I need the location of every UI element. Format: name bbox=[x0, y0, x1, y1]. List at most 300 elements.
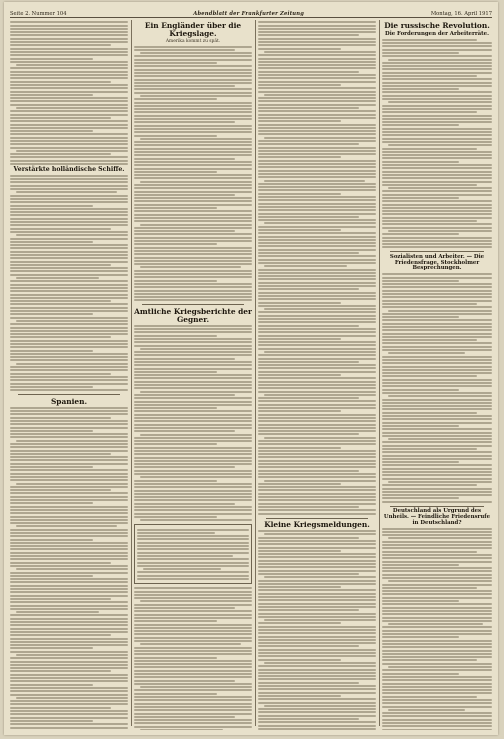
text-line bbox=[388, 187, 492, 189]
text-line bbox=[134, 466, 235, 468]
text-line bbox=[10, 473, 128, 475]
text-line bbox=[382, 640, 492, 642]
text-line bbox=[382, 491, 492, 493]
column-rule bbox=[131, 20, 132, 726]
text-line bbox=[258, 642, 376, 644]
text-line bbox=[134, 88, 252, 90]
text-line bbox=[258, 387, 376, 389]
text-line bbox=[258, 556, 376, 558]
text-line bbox=[258, 563, 376, 565]
text-line bbox=[382, 650, 492, 652]
text-line bbox=[258, 596, 376, 598]
text-line bbox=[10, 687, 128, 689]
text-line bbox=[264, 137, 376, 139]
text-line bbox=[258, 669, 376, 671]
text-line bbox=[10, 175, 128, 177]
text-line bbox=[10, 323, 128, 325]
text-line bbox=[10, 143, 128, 145]
text-line bbox=[10, 114, 128, 116]
text-line bbox=[134, 111, 252, 113]
text-line bbox=[137, 545, 249, 547]
text-line bbox=[10, 516, 128, 518]
text-line bbox=[10, 284, 128, 286]
text-line bbox=[382, 673, 459, 675]
text-line bbox=[134, 364, 252, 366]
text-line bbox=[134, 62, 217, 64]
text-line bbox=[258, 506, 359, 508]
text-line bbox=[16, 525, 117, 527]
text-line bbox=[258, 540, 376, 542]
text-line bbox=[382, 200, 492, 202]
text-line bbox=[258, 361, 359, 363]
article-subheading: Amerika kommt zu spät. bbox=[165, 38, 221, 44]
text-line bbox=[10, 608, 128, 610]
text-line bbox=[382, 273, 492, 275]
text-line bbox=[10, 417, 111, 419]
text-line bbox=[16, 654, 128, 656]
text-line bbox=[382, 336, 492, 338]
text-line bbox=[134, 328, 252, 330]
text-line bbox=[137, 548, 249, 550]
text-line bbox=[258, 649, 376, 651]
text-line bbox=[134, 653, 252, 655]
text-line bbox=[382, 441, 492, 443]
text-line bbox=[134, 125, 252, 127]
text-line bbox=[134, 610, 252, 612]
text-line bbox=[134, 197, 252, 199]
text-line bbox=[134, 247, 252, 249]
text-line bbox=[258, 302, 341, 304]
text-line bbox=[258, 489, 376, 491]
text-line bbox=[10, 539, 93, 541]
text-line bbox=[140, 600, 252, 602]
text-line bbox=[134, 420, 252, 422]
text-line bbox=[382, 141, 492, 143]
text-line bbox=[134, 283, 252, 285]
text-line bbox=[264, 394, 376, 396]
text-line bbox=[134, 164, 252, 166]
text-line bbox=[258, 414, 376, 416]
text-line bbox=[137, 538, 249, 540]
text-line bbox=[382, 544, 492, 546]
text-line bbox=[10, 84, 128, 86]
text-line bbox=[382, 590, 492, 592]
text-line bbox=[382, 620, 492, 622]
text-line bbox=[10, 313, 93, 315]
text-line bbox=[382, 217, 492, 219]
text-line bbox=[134, 351, 252, 353]
text-line bbox=[10, 389, 128, 391]
text-line bbox=[134, 214, 252, 216]
text-line bbox=[10, 120, 128, 122]
text-line bbox=[382, 82, 492, 84]
text-line bbox=[258, 530, 376, 532]
text-line bbox=[10, 529, 128, 531]
text-line bbox=[382, 45, 492, 47]
text-line bbox=[382, 412, 477, 414]
text-line bbox=[258, 659, 341, 661]
text-line bbox=[382, 319, 492, 321]
text-line bbox=[10, 224, 128, 226]
text-line bbox=[10, 261, 128, 263]
text-line bbox=[10, 690, 128, 692]
text-line bbox=[134, 59, 252, 61]
text-line bbox=[382, 458, 492, 460]
text-line bbox=[382, 131, 492, 133]
text-line bbox=[258, 384, 376, 386]
text-line bbox=[10, 48, 128, 50]
text-line bbox=[264, 437, 376, 439]
text-line bbox=[10, 340, 128, 342]
text-line bbox=[382, 233, 459, 235]
text-line bbox=[137, 575, 249, 577]
text-line bbox=[134, 397, 252, 399]
text-line bbox=[134, 414, 252, 416]
text-line bbox=[258, 160, 376, 162]
text-line bbox=[10, 605, 128, 607]
text-line bbox=[258, 692, 376, 694]
text-line bbox=[258, 81, 376, 83]
column-rule bbox=[379, 20, 380, 726]
text-line bbox=[134, 371, 217, 373]
text-line bbox=[140, 348, 252, 350]
text-line bbox=[264, 662, 376, 664]
text-line bbox=[258, 58, 376, 60]
text-line bbox=[134, 108, 252, 110]
article-body bbox=[382, 273, 492, 502]
text-line bbox=[10, 450, 128, 452]
text-line bbox=[258, 573, 359, 575]
text-line bbox=[134, 417, 252, 419]
text-line bbox=[134, 210, 252, 212]
text-line bbox=[134, 194, 235, 196]
text-line bbox=[258, 31, 376, 33]
text-line bbox=[258, 566, 376, 568]
text-line bbox=[134, 220, 252, 222]
text-line bbox=[134, 706, 252, 708]
text-line bbox=[10, 254, 128, 256]
text-line bbox=[258, 688, 376, 690]
text-line bbox=[258, 64, 376, 66]
text-line bbox=[382, 402, 492, 404]
text-line bbox=[134, 325, 252, 327]
text-line bbox=[134, 440, 252, 442]
text-line bbox=[10, 373, 111, 375]
text-line bbox=[382, 656, 492, 658]
text-line bbox=[10, 512, 128, 514]
text-line bbox=[134, 401, 252, 403]
text-line bbox=[258, 219, 376, 221]
text-line bbox=[258, 41, 376, 43]
text-line bbox=[382, 464, 492, 466]
text-line bbox=[382, 210, 492, 212]
text-line bbox=[10, 661, 128, 663]
text-line bbox=[10, 598, 111, 600]
article-body bbox=[382, 39, 492, 249]
text-line bbox=[134, 168, 252, 170]
text-line bbox=[382, 369, 492, 371]
text-line bbox=[10, 453, 111, 455]
divider bbox=[266, 518, 368, 519]
text-line bbox=[382, 85, 492, 87]
text-line bbox=[10, 267, 128, 269]
text-line bbox=[10, 581, 128, 583]
text-line bbox=[10, 221, 128, 223]
text-line bbox=[258, 282, 376, 284]
text-line bbox=[16, 150, 128, 152]
text-line bbox=[134, 447, 252, 449]
text-line bbox=[10, 502, 93, 504]
text-line bbox=[134, 299, 252, 301]
text-line bbox=[382, 161, 459, 163]
text-line bbox=[258, 675, 376, 677]
text-line bbox=[10, 720, 93, 722]
text-line bbox=[382, 72, 492, 74]
text-line bbox=[388, 395, 492, 397]
text-line bbox=[134, 368, 252, 370]
text-line bbox=[258, 189, 376, 191]
text-line bbox=[382, 359, 492, 361]
text-line bbox=[10, 317, 128, 319]
text-line bbox=[382, 181, 492, 183]
text-line bbox=[258, 715, 376, 717]
text-line bbox=[10, 446, 128, 448]
text-line bbox=[258, 639, 376, 641]
text-line bbox=[134, 470, 252, 472]
text-line bbox=[258, 203, 376, 205]
text-line bbox=[382, 679, 492, 681]
text-line bbox=[388, 101, 492, 103]
text-line bbox=[382, 223, 492, 225]
text-line bbox=[382, 389, 459, 391]
text-line bbox=[10, 51, 128, 53]
text-line bbox=[10, 238, 128, 240]
text-line bbox=[134, 624, 252, 626]
text-line bbox=[382, 584, 492, 586]
text-line bbox=[382, 329, 492, 331]
text-line bbox=[134, 404, 252, 406]
text-line bbox=[382, 372, 492, 374]
divider bbox=[390, 506, 484, 507]
text-line bbox=[258, 550, 341, 552]
text-line bbox=[388, 709, 465, 711]
text-line bbox=[10, 67, 128, 69]
text-line bbox=[382, 613, 492, 615]
text-line bbox=[10, 140, 128, 142]
text-line bbox=[134, 499, 252, 501]
text-line bbox=[382, 626, 492, 628]
text-line bbox=[134, 233, 252, 235]
text-line bbox=[258, 655, 376, 657]
text-line bbox=[258, 645, 359, 647]
text-line bbox=[382, 194, 492, 196]
text-line bbox=[382, 339, 477, 341]
text-line bbox=[258, 130, 376, 132]
article-body bbox=[134, 587, 252, 730]
text-line bbox=[258, 476, 376, 478]
text-line bbox=[382, 468, 492, 470]
text-line bbox=[258, 272, 376, 274]
text-line bbox=[10, 195, 128, 197]
text-line bbox=[134, 647, 252, 649]
text-line bbox=[10, 535, 128, 537]
text-line bbox=[10, 117, 111, 119]
text-line bbox=[140, 95, 252, 97]
text-line bbox=[258, 609, 359, 611]
text-line bbox=[10, 638, 128, 640]
text-line bbox=[382, 729, 492, 730]
text-line bbox=[258, 433, 359, 435]
text-line bbox=[382, 418, 492, 420]
text-line bbox=[10, 303, 128, 305]
text-line bbox=[382, 570, 492, 572]
text-line bbox=[258, 493, 376, 495]
text-line bbox=[10, 575, 93, 577]
text-line bbox=[10, 25, 128, 27]
text-line bbox=[134, 614, 252, 616]
text-line bbox=[134, 171, 217, 173]
text-line bbox=[258, 325, 359, 327]
text-line bbox=[258, 341, 376, 343]
text-line bbox=[10, 591, 128, 593]
text-line bbox=[10, 499, 128, 501]
text-line bbox=[258, 404, 376, 406]
text-line bbox=[258, 391, 376, 393]
masthead: Abendblatt der Frankfurter Zeitung bbox=[193, 11, 305, 17]
text-line bbox=[10, 110, 128, 112]
text-line bbox=[382, 108, 492, 110]
text-line bbox=[134, 361, 252, 363]
text-line bbox=[388, 144, 492, 146]
text-line bbox=[134, 437, 252, 439]
text-line bbox=[10, 257, 128, 259]
text-line bbox=[134, 253, 252, 255]
text-line bbox=[264, 480, 376, 482]
text-line bbox=[10, 280, 128, 282]
text-line bbox=[382, 633, 492, 635]
text-line bbox=[258, 513, 376, 515]
text-line bbox=[134, 184, 252, 186]
text-line bbox=[258, 232, 376, 234]
text-line bbox=[134, 92, 252, 94]
text-line bbox=[382, 157, 492, 159]
text-line bbox=[382, 78, 492, 80]
text-line bbox=[258, 570, 376, 572]
text-line bbox=[382, 240, 492, 242]
text-line bbox=[382, 610, 492, 612]
text-line bbox=[16, 697, 128, 699]
text-line bbox=[382, 42, 492, 44]
text-line bbox=[382, 171, 492, 173]
text-line bbox=[16, 64, 128, 66]
text-line bbox=[382, 574, 492, 576]
text-line bbox=[134, 131, 252, 133]
text-line bbox=[258, 183, 376, 185]
article-body bbox=[258, 530, 376, 730]
text-line bbox=[10, 430, 93, 432]
text-line bbox=[10, 228, 111, 230]
text-line bbox=[10, 578, 128, 580]
text-line bbox=[258, 636, 376, 638]
text-line bbox=[382, 379, 492, 381]
text-line bbox=[258, 364, 376, 366]
text-line bbox=[382, 138, 492, 140]
issue-date: Montag, 16. April 1917 bbox=[430, 11, 492, 17]
text-line bbox=[10, 300, 111, 302]
text-line bbox=[10, 208, 128, 210]
text-line bbox=[10, 124, 128, 126]
text-line bbox=[134, 443, 217, 445]
text-line bbox=[258, 176, 376, 178]
text-line bbox=[258, 143, 359, 145]
text-line bbox=[10, 700, 128, 702]
text-line bbox=[10, 407, 128, 409]
text-line bbox=[382, 422, 492, 424]
text-line bbox=[382, 692, 492, 694]
text-line bbox=[258, 400, 376, 402]
text-line bbox=[134, 273, 252, 275]
text-line bbox=[10, 423, 128, 425]
page-number: Seite 2. Nummer 104 bbox=[10, 11, 67, 17]
column-rule bbox=[255, 20, 256, 726]
text-line bbox=[10, 466, 93, 468]
text-line bbox=[258, 537, 359, 539]
text-line bbox=[382, 478, 492, 480]
text-line bbox=[134, 49, 235, 51]
text-line bbox=[382, 577, 492, 579]
text-line bbox=[10, 81, 111, 83]
text-line bbox=[258, 104, 376, 106]
text-line bbox=[134, 227, 252, 229]
text-line bbox=[264, 533, 376, 535]
text-line bbox=[258, 463, 376, 465]
text-line bbox=[134, 604, 252, 606]
text-line bbox=[10, 641, 128, 643]
text-line bbox=[134, 486, 252, 488]
text-line bbox=[134, 72, 252, 74]
text-line bbox=[10, 61, 128, 63]
text-line bbox=[10, 670, 111, 672]
text-line bbox=[264, 51, 376, 53]
text-line bbox=[382, 62, 492, 64]
text-line bbox=[134, 726, 252, 728]
text-line bbox=[258, 678, 376, 680]
text-line bbox=[134, 410, 252, 412]
text-line bbox=[10, 519, 128, 521]
text-line bbox=[258, 354, 376, 356]
text-line bbox=[134, 676, 252, 678]
text-line bbox=[382, 98, 492, 100]
text-line bbox=[258, 702, 376, 704]
divider bbox=[142, 304, 244, 305]
text-line bbox=[134, 135, 217, 137]
text-line bbox=[10, 723, 128, 725]
text-line bbox=[10, 147, 128, 149]
text-line bbox=[10, 156, 128, 158]
text-line bbox=[10, 346, 128, 348]
text-line bbox=[10, 160, 128, 162]
text-line bbox=[258, 269, 376, 271]
text-line bbox=[134, 217, 252, 219]
text-line bbox=[258, 335, 376, 337]
text-line bbox=[258, 728, 376, 730]
text-line bbox=[134, 191, 252, 193]
text-line bbox=[382, 392, 492, 394]
text-line bbox=[258, 580, 376, 582]
text-line bbox=[382, 719, 492, 721]
text-line bbox=[382, 385, 492, 387]
text-line bbox=[258, 153, 376, 155]
